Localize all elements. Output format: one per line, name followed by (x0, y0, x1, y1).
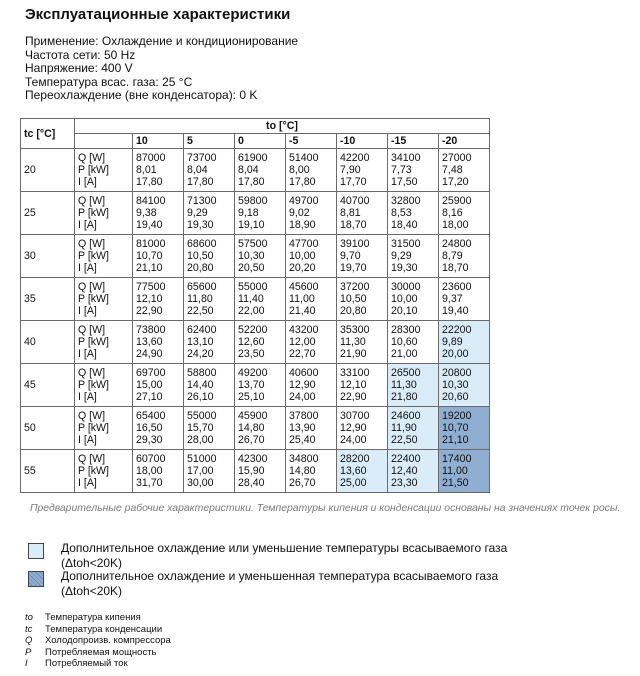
table-cell (337, 149, 388, 192)
current-value: 20,60 (442, 391, 469, 403)
spec-application: Применение: Охлаждение и кондиционирование (25, 34, 299, 48)
tc-value: 40 (21, 321, 75, 364)
row-label: Q [W] (78, 367, 106, 379)
capacity-value: 65600 (187, 281, 217, 293)
capacity-value: 68600 (187, 238, 217, 250)
power-value: 13,70 (238, 379, 265, 391)
current-value: 17,80 (136, 176, 163, 188)
row-label: Q [W] (78, 410, 106, 422)
capacity-value: 35300 (340, 324, 370, 336)
row-label: P [kW] (78, 250, 110, 262)
row-label: Q [W] (78, 195, 106, 207)
table-cell (235, 450, 286, 493)
row-labels (75, 149, 133, 192)
power-value: 11,00 (289, 293, 315, 305)
power-value: 12,90 (289, 379, 316, 391)
table-cell (133, 364, 184, 407)
current-value: 31,70 (136, 477, 163, 489)
capacity-value: 61900 (238, 152, 268, 164)
row-label: Q [W] (78, 238, 106, 250)
capacity-value: 84100 (136, 195, 166, 207)
row-labels (75, 450, 133, 493)
row-label: P [kW] (78, 379, 110, 391)
power-value: 11,30 (340, 336, 366, 348)
table-cell (337, 235, 388, 278)
tc-value: 45 (21, 364, 75, 407)
power-value: 10,50 (187, 250, 214, 262)
power-value: 10,60 (391, 336, 418, 348)
current-value: 19,70 (340, 262, 367, 274)
table-cell (286, 278, 337, 321)
capacity-value: 49200 (238, 367, 268, 379)
tc-value: 30 (21, 235, 75, 278)
capacity-value: 37800 (289, 410, 319, 422)
power-value: 10,00 (289, 250, 316, 262)
table-cell (133, 278, 184, 321)
current-value: 21,00 (391, 348, 418, 360)
current-value: 22,90 (136, 305, 163, 317)
current-value: 21,10 (136, 262, 163, 274)
capacity-value: 19200 (442, 410, 472, 422)
power-value: 9,38 (136, 207, 157, 219)
power-value: 13,60 (136, 336, 163, 348)
row-labels (75, 192, 133, 235)
tc-value: 35 (21, 278, 75, 321)
table-cell (133, 192, 184, 235)
row-label: P [kW] (78, 164, 110, 176)
row-label-header (75, 134, 133, 149)
capacity-value: 32800 (391, 195, 421, 207)
capacity-value: 26500 (391, 367, 421, 379)
table-cell (133, 149, 184, 192)
table-cell (388, 450, 439, 493)
current-value: 21,40 (289, 305, 316, 317)
current-value: 23,50 (238, 348, 265, 360)
current-value: 19,40 (442, 305, 469, 317)
current-value: 24,90 (136, 348, 163, 360)
power-value: 16,50 (136, 422, 163, 434)
row-label: Q [W] (78, 281, 106, 293)
current-value: 20,00 (442, 348, 469, 360)
row-label: Q [W] (78, 152, 106, 164)
power-value: 11,00 (442, 465, 468, 477)
table-cell (133, 407, 184, 450)
table-cell (184, 235, 235, 278)
table-cell (439, 364, 490, 407)
capacity-value: 39100 (340, 238, 370, 250)
capacity-value: 59800 (238, 195, 268, 207)
legend-text: Дополнительное охлаждение и уменьшенная температура всасываемого газа (61, 569, 499, 583)
capacity-value: 37200 (340, 281, 370, 293)
table-cell (235, 364, 286, 407)
current-value: 19,30 (187, 219, 214, 231)
table-cell (337, 407, 388, 450)
table-row (21, 235, 490, 278)
table-cell (235, 192, 286, 235)
capacity-value: 20800 (442, 367, 472, 379)
power-value: 9,89 (442, 336, 463, 348)
to-value-header: 10 (133, 134, 184, 149)
spec-suction-gas-temp: Температура всас. газа: 25 °C (25, 74, 193, 89)
table-cell (184, 278, 235, 321)
row-labels (75, 278, 133, 321)
table-cell (337, 192, 388, 235)
current-value: 21,10 (442, 434, 469, 446)
current-value: 20,80 (187, 262, 214, 274)
current-value: 17,20 (442, 176, 469, 188)
current-value: 22,50 (187, 305, 214, 317)
table-cell (184, 407, 235, 450)
row-label: Q [W] (78, 324, 106, 336)
table-cell (184, 192, 235, 235)
row-label: P [kW] (78, 336, 110, 348)
capacity-value: 40600 (289, 367, 319, 379)
current-value: 24,20 (187, 348, 214, 360)
current-value: 21,80 (391, 391, 418, 403)
spec-voltage: Напряжение: 400 V (25, 61, 133, 76)
performance-table (20, 118, 490, 493)
capacity-value: 34800 (289, 453, 319, 465)
current-value: 27,10 (136, 391, 163, 403)
power-value: 8,04 (187, 164, 208, 176)
power-value: 12,10 (340, 379, 367, 391)
power-value: 9,37 (442, 293, 463, 305)
power-value: 13,60 (340, 465, 367, 477)
current-value: 29,30 (136, 434, 163, 446)
row-labels (75, 235, 133, 278)
power-value: 7,73 (391, 164, 412, 176)
table-cell (286, 149, 337, 192)
capacity-value: 43200 (289, 324, 319, 336)
preliminary-note: Предварительные рабочие характеристики. Температуры кипения и конденсации основаны на значениях точек росы. (30, 503, 621, 514)
current-value: 22,50 (391, 434, 418, 446)
current-value: 18,00 (442, 219, 469, 231)
power-value: 8,79 (442, 250, 463, 262)
capacity-value: 58800 (187, 367, 217, 379)
tc-value: 20 (21, 149, 75, 192)
power-value: 8,16 (442, 207, 463, 219)
power-value: 10,30 (442, 379, 469, 391)
row-label: P [kW] (78, 465, 110, 477)
table-cell (388, 278, 439, 321)
power-value: 11,80 (187, 293, 213, 305)
table-cell (439, 321, 490, 364)
capacity-value: 81000 (136, 238, 166, 250)
current-value: 19,10 (238, 219, 265, 231)
current-value: 24,00 (340, 434, 367, 446)
table-cell (439, 149, 490, 192)
table-row (21, 450, 490, 493)
current-value: 26,70 (238, 434, 265, 446)
capacity-value: 57500 (238, 238, 268, 250)
power-value: 10,70 (136, 250, 163, 262)
current-value: 18,70 (340, 219, 367, 231)
legend-subtext: (Δtoh<20K) (61, 584, 123, 598)
current-value: 23,30 (391, 477, 418, 489)
tc-value: 55 (21, 450, 75, 493)
current-value: 21,90 (340, 348, 367, 360)
table-row (21, 364, 490, 407)
table-cell (337, 364, 388, 407)
current-value: 22,00 (238, 305, 265, 317)
row-label: P [kW] (78, 207, 110, 219)
table-row (21, 192, 490, 235)
capacity-value: 23600 (442, 281, 472, 293)
capacity-value: 33100 (340, 367, 370, 379)
power-value: 15,90 (238, 465, 265, 477)
table-cell (133, 450, 184, 493)
capacity-value: 55000 (187, 410, 217, 422)
capacity-value: 24800 (442, 238, 472, 250)
legend-swatch-dark (28, 571, 44, 587)
row-labels (75, 364, 133, 407)
table-cell (439, 450, 490, 493)
capacity-value: 69700 (136, 367, 166, 379)
capacity-value: 62400 (187, 324, 217, 336)
current-value: 30,00 (187, 477, 214, 489)
power-value: 7,90 (340, 164, 361, 176)
table-cell (286, 192, 337, 235)
to-value-header: -5 (286, 134, 337, 149)
table-cell (439, 278, 490, 321)
power-value: 9,29 (391, 250, 412, 262)
power-value: 8,81 (340, 207, 361, 219)
to-header: to [°C] (75, 119, 490, 134)
capacity-value: 51400 (289, 152, 319, 164)
power-value: 7,48 (442, 164, 463, 176)
table-cell (388, 192, 439, 235)
power-value: 12,90 (340, 422, 367, 434)
table-cell (235, 278, 286, 321)
capacity-value: 22200 (442, 324, 472, 336)
table-row (21, 407, 490, 450)
power-value: 14,80 (238, 422, 265, 434)
table-cell (337, 278, 388, 321)
capacity-value: 45900 (238, 410, 268, 422)
table-row (21, 321, 490, 364)
capacity-value: 65400 (136, 410, 166, 422)
row-label: I [A] (78, 176, 97, 188)
current-value: 25,10 (238, 391, 265, 403)
capacity-value: 30000 (391, 281, 421, 293)
page-title: Эксплуатационные характеристики (25, 6, 291, 23)
current-value: 21,50 (442, 477, 469, 489)
capacity-value: 31500 (391, 238, 421, 250)
table-cell (388, 407, 439, 450)
table-cell (286, 364, 337, 407)
spec-frequency: Частота сети: 50 Hz (25, 47, 136, 62)
row-label: I [A] (78, 348, 97, 360)
capacity-value: 60700 (136, 453, 166, 465)
table-cell (388, 149, 439, 192)
power-value: 8,04 (238, 164, 259, 176)
table-cell (388, 321, 439, 364)
power-value: 13,10 (187, 336, 214, 348)
power-value: 13,90 (289, 422, 316, 434)
row-label: I [A] (78, 477, 97, 489)
power-value: 15,70 (187, 422, 214, 434)
table-cell (286, 235, 337, 278)
current-value: 22,90 (340, 391, 367, 403)
power-value: 10,50 (340, 293, 367, 305)
current-value: 17,80 (238, 176, 265, 188)
legend-subtext: (Δtoh<20K) (61, 556, 123, 570)
current-value: 26,70 (289, 477, 316, 489)
power-value: 14,80 (289, 465, 316, 477)
table-cell (184, 149, 235, 192)
spec-subcooling: Переохлаждение (вне конденсатора): 0 K (25, 88, 258, 103)
table-cell (133, 235, 184, 278)
to-value-header: 5 (184, 134, 235, 149)
row-label: I [A] (78, 262, 97, 274)
row-label: I [A] (78, 219, 97, 231)
current-value: 20,20 (289, 262, 316, 274)
current-value: 18,40 (391, 219, 418, 231)
capacity-value: 51000 (187, 453, 217, 465)
power-value: 12,40 (391, 465, 418, 477)
to-value-header: 0 (235, 134, 286, 149)
capacity-value: 28200 (340, 453, 370, 465)
power-value: 11,40 (238, 293, 264, 305)
row-label: P [kW] (78, 422, 110, 434)
table-cell (388, 235, 439, 278)
current-value: 17,80 (289, 176, 316, 188)
table-row (21, 278, 490, 321)
capacity-value: 52200 (238, 324, 268, 336)
current-value: 19,40 (136, 219, 163, 231)
table-cell (286, 321, 337, 364)
table-cell (388, 364, 439, 407)
capacity-value: 55000 (238, 281, 268, 293)
capacity-value: 87000 (136, 152, 166, 164)
power-value: 18,00 (136, 465, 163, 477)
to-value-header: -15 (388, 134, 439, 149)
power-value: 12,60 (238, 336, 265, 348)
current-value: 18,90 (289, 219, 316, 231)
capacity-value: 28300 (391, 324, 421, 336)
current-value: 25,00 (340, 477, 367, 489)
row-label: I [A] (78, 391, 97, 403)
capacity-value: 24600 (391, 410, 421, 422)
table-cell (439, 192, 490, 235)
power-value: 8,00 (289, 164, 310, 176)
capacity-value: 77500 (136, 281, 166, 293)
table-cell (337, 321, 388, 364)
legend-text: Дополнительное охлаждение или уменьшение температуры всасываемого газа (61, 541, 508, 555)
power-value: 17,00 (187, 465, 214, 477)
current-value: 24,00 (289, 391, 316, 403)
tc-value: 50 (21, 407, 75, 450)
current-value: 20,10 (391, 305, 418, 317)
capacity-value: 17400 (442, 453, 472, 465)
table-cell (286, 450, 337, 493)
capacity-value: 42300 (238, 453, 268, 465)
table-cell (184, 321, 235, 364)
table-cell (439, 407, 490, 450)
row-label: I [A] (78, 305, 97, 317)
specs-block (25, 35, 298, 103)
table-cell (184, 450, 235, 493)
capacity-value: 49700 (289, 195, 319, 207)
power-value: 10,30 (238, 250, 265, 262)
table-cell (184, 364, 235, 407)
row-labels (75, 321, 133, 364)
table-cell (439, 235, 490, 278)
capacity-value: 73700 (187, 152, 217, 164)
current-value: 26,10 (187, 391, 214, 403)
capacity-value: 27000 (442, 152, 472, 164)
capacity-value: 42200 (340, 152, 370, 164)
current-value: 28,00 (187, 434, 214, 446)
current-value: 25,40 (289, 434, 316, 446)
row-label: I [A] (78, 434, 97, 446)
power-value: 9,70 (340, 250, 361, 262)
table-cell (337, 450, 388, 493)
power-value: 15,00 (136, 379, 163, 391)
row-label: Q [W] (78, 453, 106, 465)
power-value: 11,30 (391, 379, 417, 391)
power-value: 12,00 (289, 336, 316, 348)
power-value: 9,18 (238, 207, 259, 219)
row-label: P [kW] (78, 293, 110, 305)
current-value: 20,80 (340, 305, 367, 317)
capacity-value: 73800 (136, 324, 166, 336)
table-cell (133, 321, 184, 364)
current-value: 17,80 (187, 176, 214, 188)
power-value: 8,01 (136, 164, 157, 176)
legend-swatch-light (28, 543, 44, 559)
row-labels (75, 407, 133, 450)
current-value: 22,70 (289, 348, 316, 360)
power-value: 12,10 (136, 293, 163, 305)
capacity-value: 40700 (340, 195, 370, 207)
to-value-header: -20 (439, 134, 490, 149)
power-value: 10,70 (442, 422, 469, 434)
capacity-value: 22400 (391, 453, 421, 465)
current-value: 17,70 (340, 176, 367, 188)
table-cell (286, 407, 337, 450)
capacity-value: 34100 (391, 152, 421, 164)
current-value: 17,50 (391, 176, 418, 188)
tc-header: tc [°C] (21, 119, 75, 149)
to-value-header: -10 (337, 134, 388, 149)
capacity-value: 30700 (340, 410, 370, 422)
power-value: 9,29 (187, 207, 208, 219)
table-cell (235, 235, 286, 278)
current-value: 20,50 (238, 262, 265, 274)
capacity-value: 71300 (187, 195, 217, 207)
power-value: 9,02 (289, 207, 310, 219)
current-value: 19,30 (391, 262, 418, 274)
table-cell (235, 321, 286, 364)
capacity-value: 47700 (289, 238, 319, 250)
power-value: 8,53 (391, 207, 412, 219)
power-value: 10,00 (391, 293, 418, 305)
current-value: 18,70 (442, 262, 469, 274)
tc-value: 25 (21, 192, 75, 235)
table-row (21, 149, 490, 192)
capacity-value: 25900 (442, 195, 472, 207)
power-value: 14,40 (187, 379, 214, 391)
capacity-value: 45600 (289, 281, 319, 293)
power-value: 11,90 (391, 422, 417, 434)
current-value: 28,40 (238, 477, 265, 489)
table-cell (235, 149, 286, 192)
table-cell (235, 407, 286, 450)
